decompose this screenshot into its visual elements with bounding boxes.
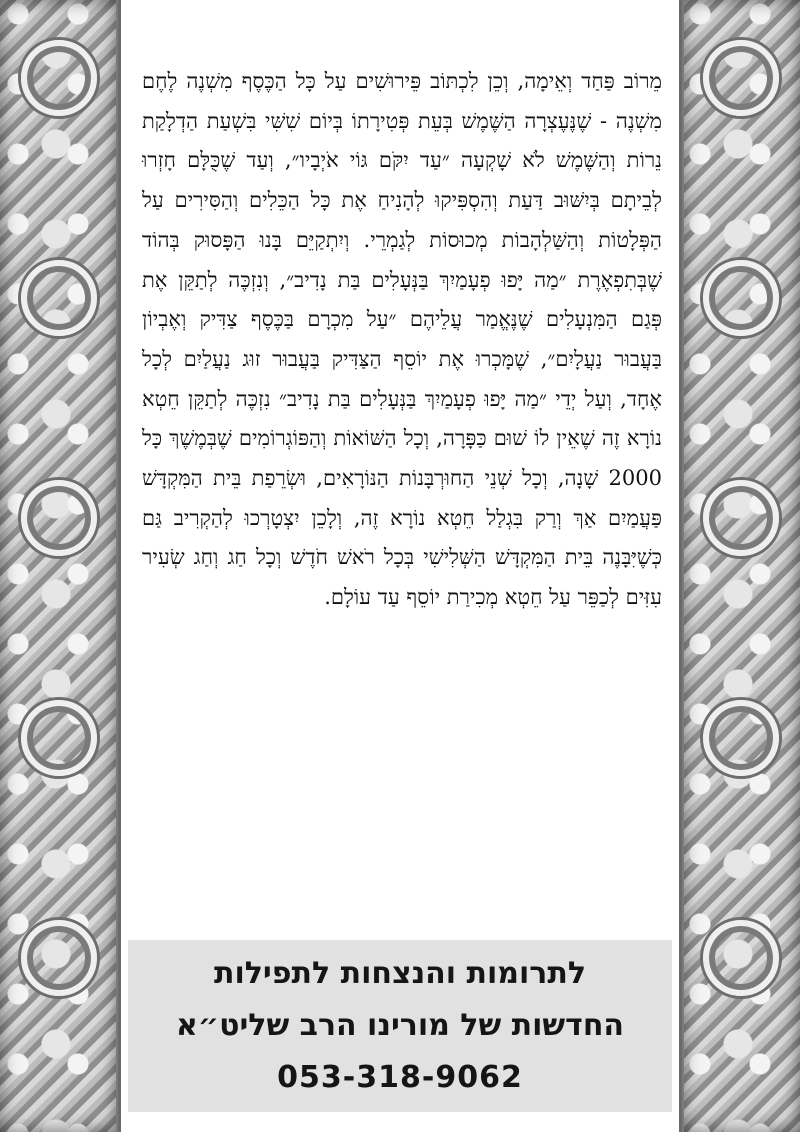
donation-footer <box>128 940 672 1112</box>
phone-number: 053-318-9062 <box>277 1060 523 1095</box>
ornamental-border-right <box>682 0 800 1132</box>
panel-edge-left <box>118 0 121 1132</box>
scroll-ornament-icon <box>21 920 97 996</box>
text-panel <box>118 0 682 1132</box>
scroll-ornament-icon <box>703 40 779 116</box>
scroll-ornament-icon <box>21 260 97 336</box>
scroll-ornament-icon <box>703 480 779 556</box>
panel-edge-right <box>679 0 682 1132</box>
scroll-ornament-icon <box>703 920 779 996</box>
footer-line-donations: לתרומות והנצחות לתפילות <box>213 956 587 991</box>
footer-line-rabbi: החדשות של מורינו הרב שליט״א <box>175 1008 625 1043</box>
scroll-ornament-icon <box>21 40 97 116</box>
ornamental-border-left <box>0 0 118 1132</box>
article-body: מֵרוֹב פַּחַד וְאֵימָה, וְכֵן לִכְתּוֹב פֵּירוּשִׁים עַל כָּל הַכֶּסֶף מִשְׁנֶה לֶחֶם מִשְׁנֶה - שֶׁנֶּעֶצְרָה הַשֶּׁמֶשׁ בְּעֵת פְּטִירָתוֹ בְּיוֹם שִׁשִּׁי בִּשְׁעַת הַדְלָקַת נֵרוֹת וְהַשֶּׁמֶשׁ לֹא שָׁקְעָה ״עַד יִקֹּם גּוֹי אֹיְבָיו״, וְעַד שֶׁכֻּלָּם חָזְרוּ לְבֵיתָם בְּיִשּׁוּב דַּעַת וְהִסְפִּיקוּ לְהָנִיחַ אֶת כָּל הַכֵּלִים וְהַסִּירִים עַל הַפְּלָטוֹת וְהַשַּׁלְהָבוֹת מְכוּסוֹת לְגַמְרֵי. וְיִתְקַיֵּם בָּנוּ הַפָּסוּק בְּהוֹד שֶׁבְּתִפְאֶרֶת ״מַה יָּפוּ פְעָמַיִךְ בַּנְּעָלִים בַּת נָדִיב״, וְנִזְכֶּה לְתַקֵּן אֶת פְּגַם הַמִּנְעָלִים שֶׁנֶּאֱמַר עֲלֵיהֶם ״עַל מִכְרָם בַּכֶּסֶף צַדִּיק וְאֶבְיוֹן בַּעֲבוּר נַעֲלָיִם״, שֶׁמָּכְרוּ אֶת יוֹסֵף הַצַּדִּיק בַּעֲבוּר זוּג נַעֲלַיִם לְכָל אֶחָד, וְעַל יְדֵי ״מַה יָּפוּ פְעָמַיִךְ בַּנְּעָלִים בַּת נָדִיב״ נִזְכֶּה לְתַקֵּן חֵטְא נוֹרָא זֶה שֶׁאֵין לוֹ שׁוּם כַּפָּרָה, וְכָל הַשּׁוֹאוֹת וְהַפּוֹגְרוֹמִים שֶׁבְּמֶשֶׁךְ כָּל 2000 שָׁנָה, וְכָל שְׁנֵי הַחוּרְבָּנוֹת הַנּוֹרָאִים, וּשְׂרֵפַת בֵּית הַמִּקְדָּשׁ פַּעֲמַיִם אַךְ וְרַק בִּגְלַל חֵטְא נוֹרָא זֶה, וְלָכֵן יִצְטָרְכוּ לְהַקְרִיב גַּם כְּשֶׁיִּבָּנֶה בֵּית הַמִּקְדָּשׁ הַשְּׁלִישִׁי בְּכָל רֹאשׁ חֹדֶשׁ וְכָל חַג וְחַג שְׂעִיר עִזִּים לְכַפֵּר עַל חֵטְא מְכִירַת יוֹסֵף עַד עוֹלָם. <box>142 69 662 610</box>
scroll-ornament-icon <box>21 480 97 556</box>
scroll-ornament-icon <box>703 700 779 776</box>
scroll-ornament-icon <box>703 260 779 336</box>
scroll-ornament-icon <box>21 700 97 776</box>
